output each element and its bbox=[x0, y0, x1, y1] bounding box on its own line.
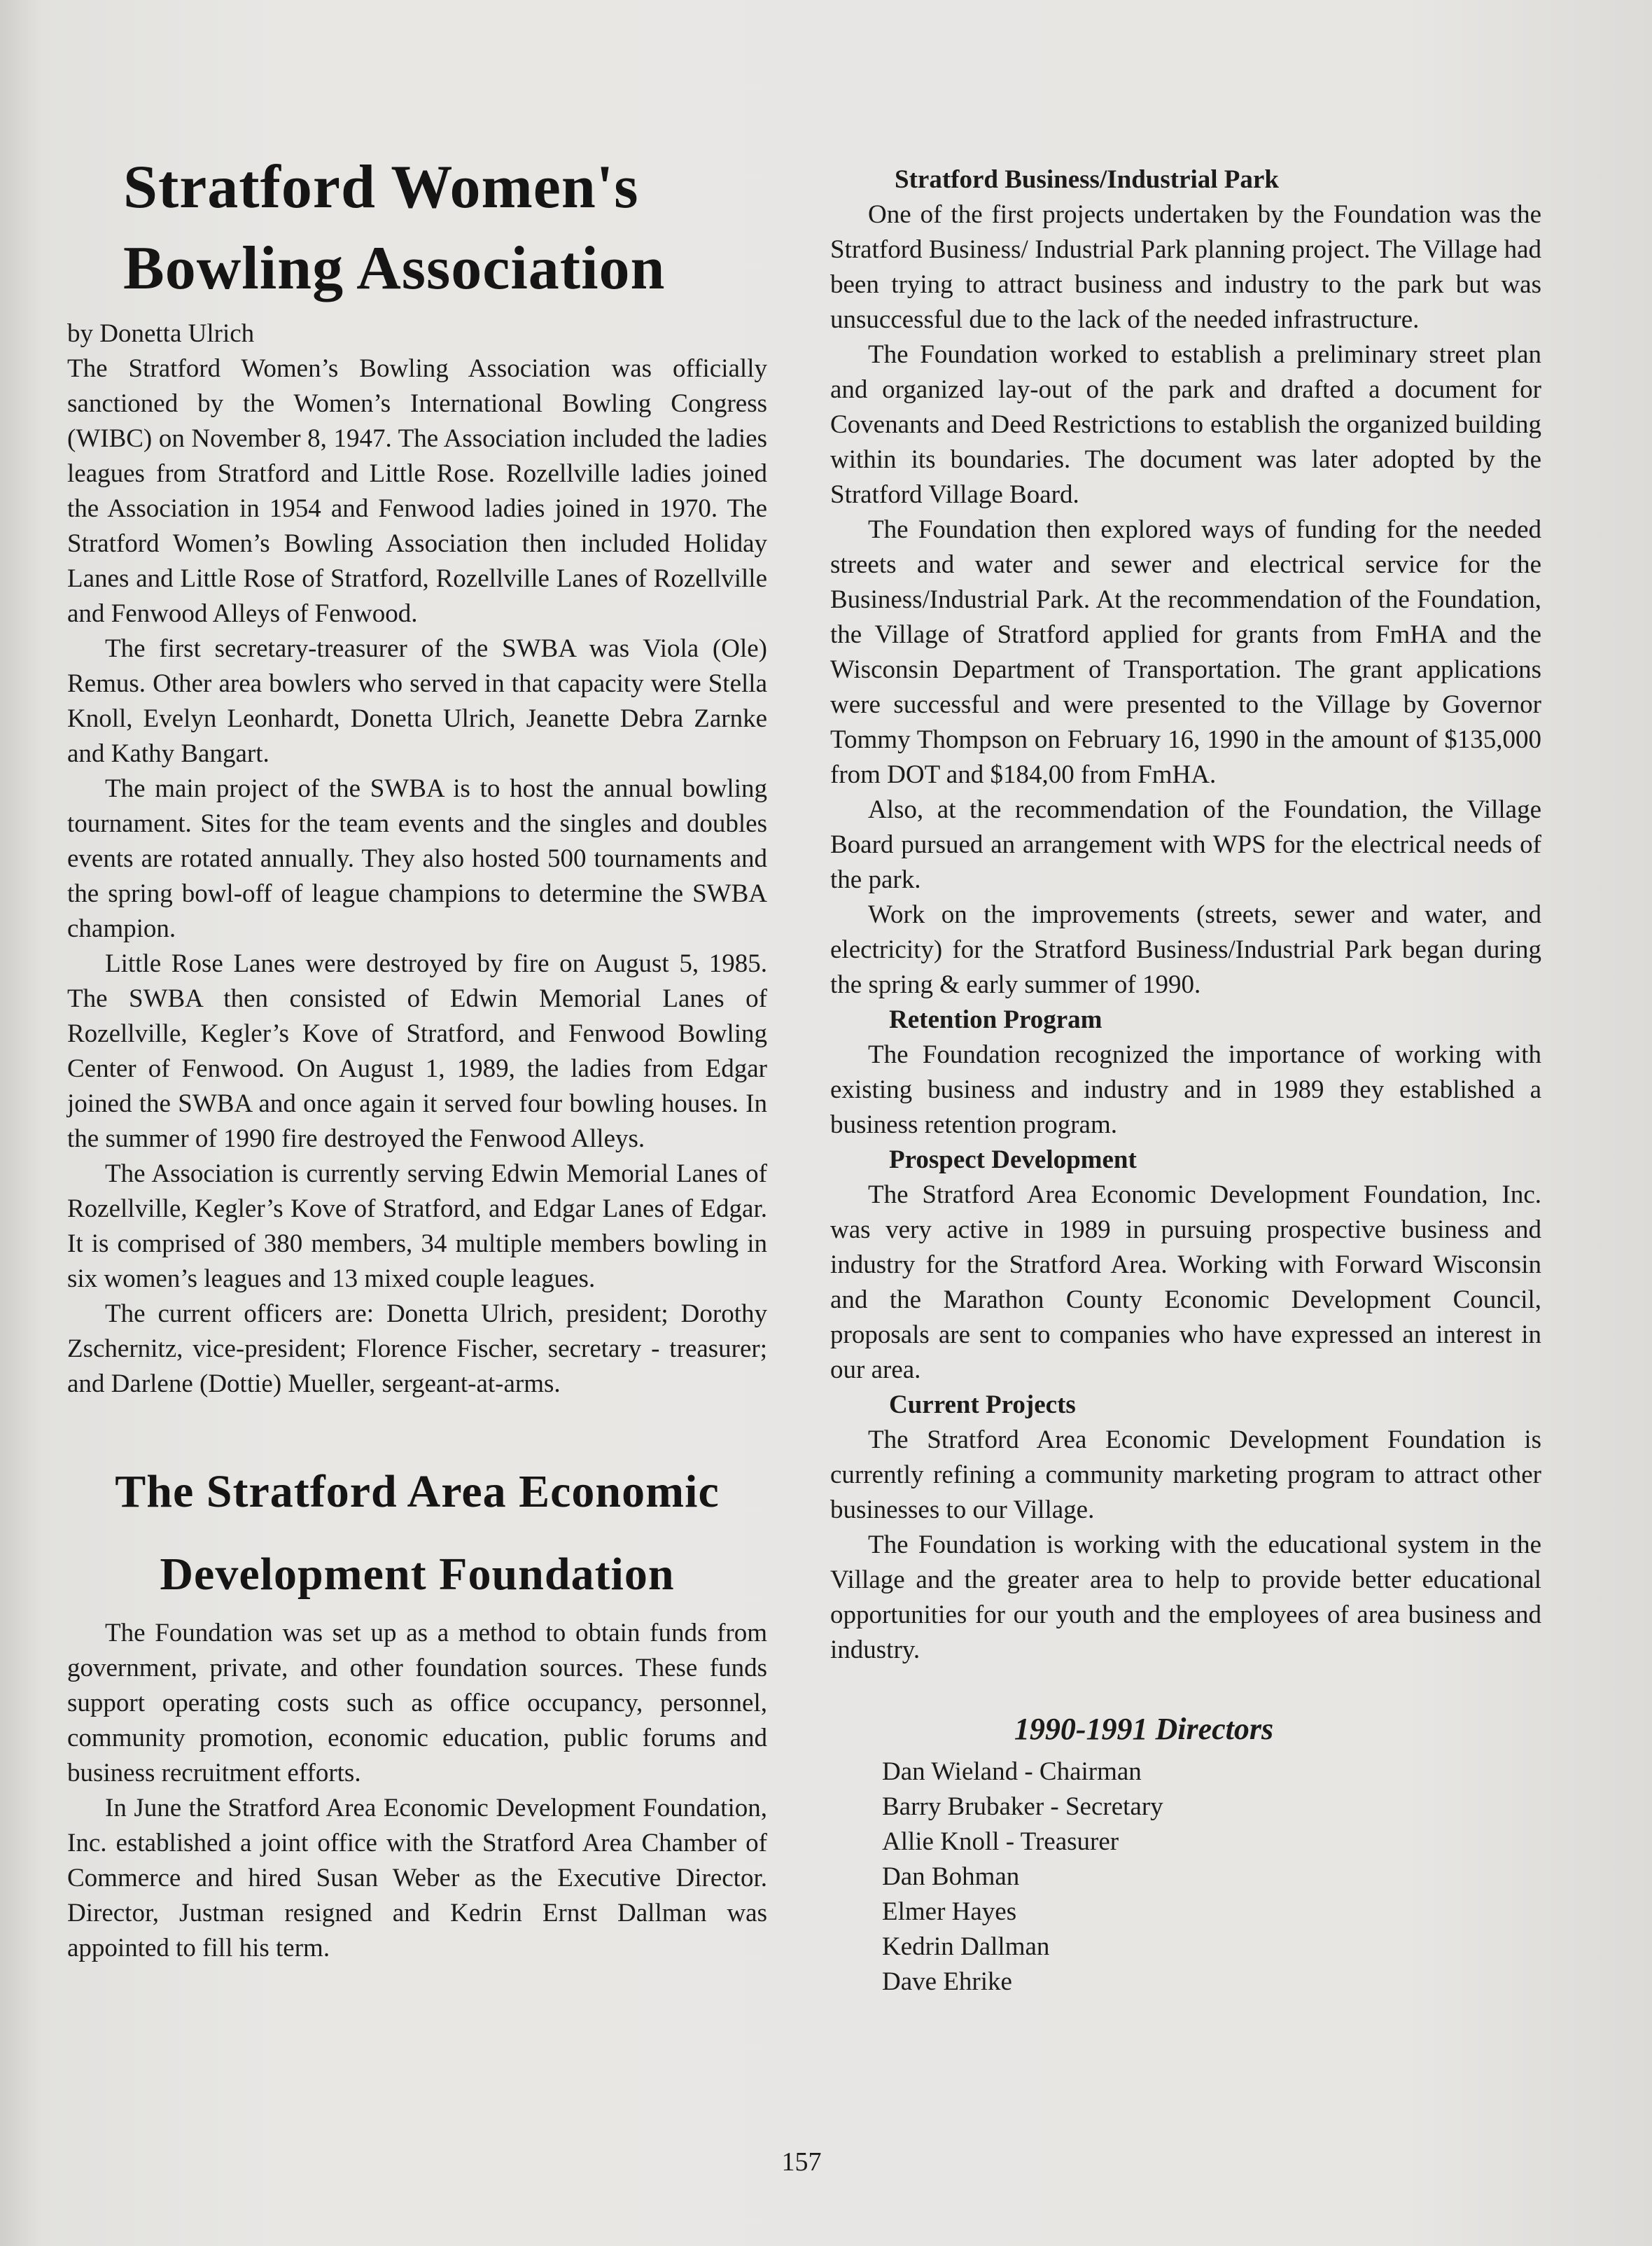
bowling-association-title bbox=[67, 147, 767, 309]
paragraph: The Stratford Area Economic Development Foundation, Inc. was very active in 1989 in pursuing prospective business and industry for the Stratford Area. Working with Forward Wisconsin and the Marathon County Economic Development Council, proposals are sent to companies who have expressed an interest in our area. bbox=[830, 1180, 1541, 1384]
right-column bbox=[830, 162, 1541, 2000]
subheading-current-projects: Current Projects bbox=[889, 1390, 1076, 1419]
title-line: Bowling Association bbox=[123, 235, 666, 302]
paragraph: The Association is currently serving Edwin Memorial Lanes of Rozellville, Kegler’s Kove of Stratford, and Edgar Lanes of Edgar. It is comprised of 380 members, 34 multiple members bowling in six women’s leagues and 13 mixed couple leagues. bbox=[67, 1159, 767, 1293]
title-line: The Stratford Area Economic bbox=[115, 1466, 720, 1517]
paragraph: Also, at the recommendation of the Foundation, the Village Board pursued an arrangement with WPS for the electrical needs of the park. bbox=[830, 795, 1541, 894]
paragraph: The Foundation is working with the educational system in the Village and the greater area to help to provide better educational opportunities for our youth and the employees of area business and industry. bbox=[830, 1530, 1541, 1664]
directors-title: 1990-1991 Directors bbox=[1014, 1712, 1274, 1746]
director-item: Elmer Hayes bbox=[882, 1897, 1017, 1926]
left-column bbox=[67, 147, 767, 1966]
director-item: Kedrin Dallman bbox=[882, 1932, 1050, 1961]
title-line: Development Foundation bbox=[160, 1549, 675, 1600]
paragraph: The Foundation worked to establish a preliminary street plan and organized lay-out of the park and drafted a document for Covenants and Deed Restrictions to establish the organized building within its boundaries. The document was later adopted by the Stratford Village Board. bbox=[830, 340, 1541, 509]
paragraph: The main project of the SWBA is to host the annual bowling tournament. Sites for the team events and the singles and doubles events are rotated annually. They also hosted 500 tournaments and the spring bowl-off of league champions to determine the SWBA champion. bbox=[67, 774, 767, 943]
paragraph: The Foundation recognized the importance of working with existing business and industry and in 1989 they established a business retention program. bbox=[830, 1040, 1541, 1139]
paragraph: In June the Stratford Area Economic Development Foundation, Inc. established a joint office with the Stratford Area Chamber of Commerce and hired Susan Weber as the Executive Director. Director, Justman resigned and Kedrin Ernst Dallman was appointed to fill his term. bbox=[67, 1794, 767, 1962]
page-number: 157 bbox=[781, 2147, 822, 2177]
director-item: Allie Knoll - Treasurer bbox=[882, 1827, 1119, 1856]
paragraph: The Stratford Women’s Bowling Association was officially sanctioned by the Women’s International Bowling Congress (WIBC) on November 8, 1947. The Association included the ladies leagues from Stratford and Little Rose. Rozellville ladies joined the Association in 1954 and Fenwood ladies joined in 1970. The Stratford Women’s Bowling Association then included Holiday Lanes and Little Rose of Stratford, Rozellville Lanes of Rozellville and Fenwood Alleys of Fenwood. bbox=[67, 354, 767, 628]
byline: by Donetta Ulrich bbox=[67, 319, 255, 348]
paragraph: The Foundation was set up as a method to obtain funds from government, private, and other foundation sources. These funds support operating costs such as office occupancy, personnel, community promotion, economic education, public forums and business recruitment efforts. bbox=[67, 1619, 767, 1787]
foundation-title bbox=[67, 1451, 767, 1616]
paragraph: The current officers are: Donetta Ulrich, president; Dorothy Zschernitz, vice-president; Florence Fischer, secretary - treasurer; and Darlene (Dottie) Mueller, sergeant-at-arms. bbox=[67, 1299, 767, 1398]
subheading-retention: Retention Program bbox=[889, 1005, 1102, 1034]
paragraph: The Stratford Area Economic Development Foundation is currently refining a community marketing program to attract other businesses to our Village. bbox=[830, 1425, 1541, 1524]
subheading-business-park: Stratford Business/Industrial Park bbox=[895, 165, 1279, 194]
subheading-prospect: Prospect Development bbox=[889, 1145, 1137, 1174]
paragraph: The first secretary-treasurer of the SWBA was Viola (Ole) Remus. Other area bowlers who served in that capacity were Stella Knoll, Evelyn Leonhardt, Donetta Ulrich, Jeanette Debra Zarnke and Kathy Bangart. bbox=[67, 634, 767, 768]
paragraph: Little Rose Lanes were destroyed by fire on August 5, 1985. The SWBA then consisted of Edwin Memorial Lanes of Rozellville, Kegler’s Kove of Stratford, and Fenwood Bowling Center of Fenwood. On August 1, 1989, the ladies from Edgar joined the SWBA and once again it served four bowling houses. In the summer of 1990 fire destroyed the Fenwood Alleys. bbox=[67, 949, 767, 1153]
director-item: Dan Wieland - Chairman bbox=[882, 1757, 1142, 1786]
paragraph: The Foundation then explored ways of funding for the needed streets and water and sewer and electrical service for the Business/Industrial Park. At the recommendation of the Foundation, the Village of Stratford applied for grants from FmHA and the Wisconsin Department of Transportation. The grant applications were successful and were presented to the Village by Governor Tommy Thompson on February 16, 1990 in the amount of $135,000 from DOT and $184,00 from FmHA. bbox=[830, 515, 1541, 789]
paragraph: Work on the improvements (streets, sewer and water, and electricity) for the Stratford Business/Industrial Park began during the spring & early summer of 1990. bbox=[830, 900, 1541, 999]
director-item: Dan Bohman bbox=[882, 1862, 1020, 1891]
director-item: Dave Ehrike bbox=[882, 1967, 1012, 1996]
paragraph: One of the first projects undertaken by the Foundation was the Stratford Business/ Industrial Park planning project. The Village had been trying to attract business and industry to the park but was unsuccessful due to the lack of the needed infrastructure. bbox=[830, 200, 1541, 334]
director-item: Barry Brubaker - Secretary bbox=[882, 1792, 1163, 1821]
title-line: Stratford Women's bbox=[123, 153, 639, 221]
